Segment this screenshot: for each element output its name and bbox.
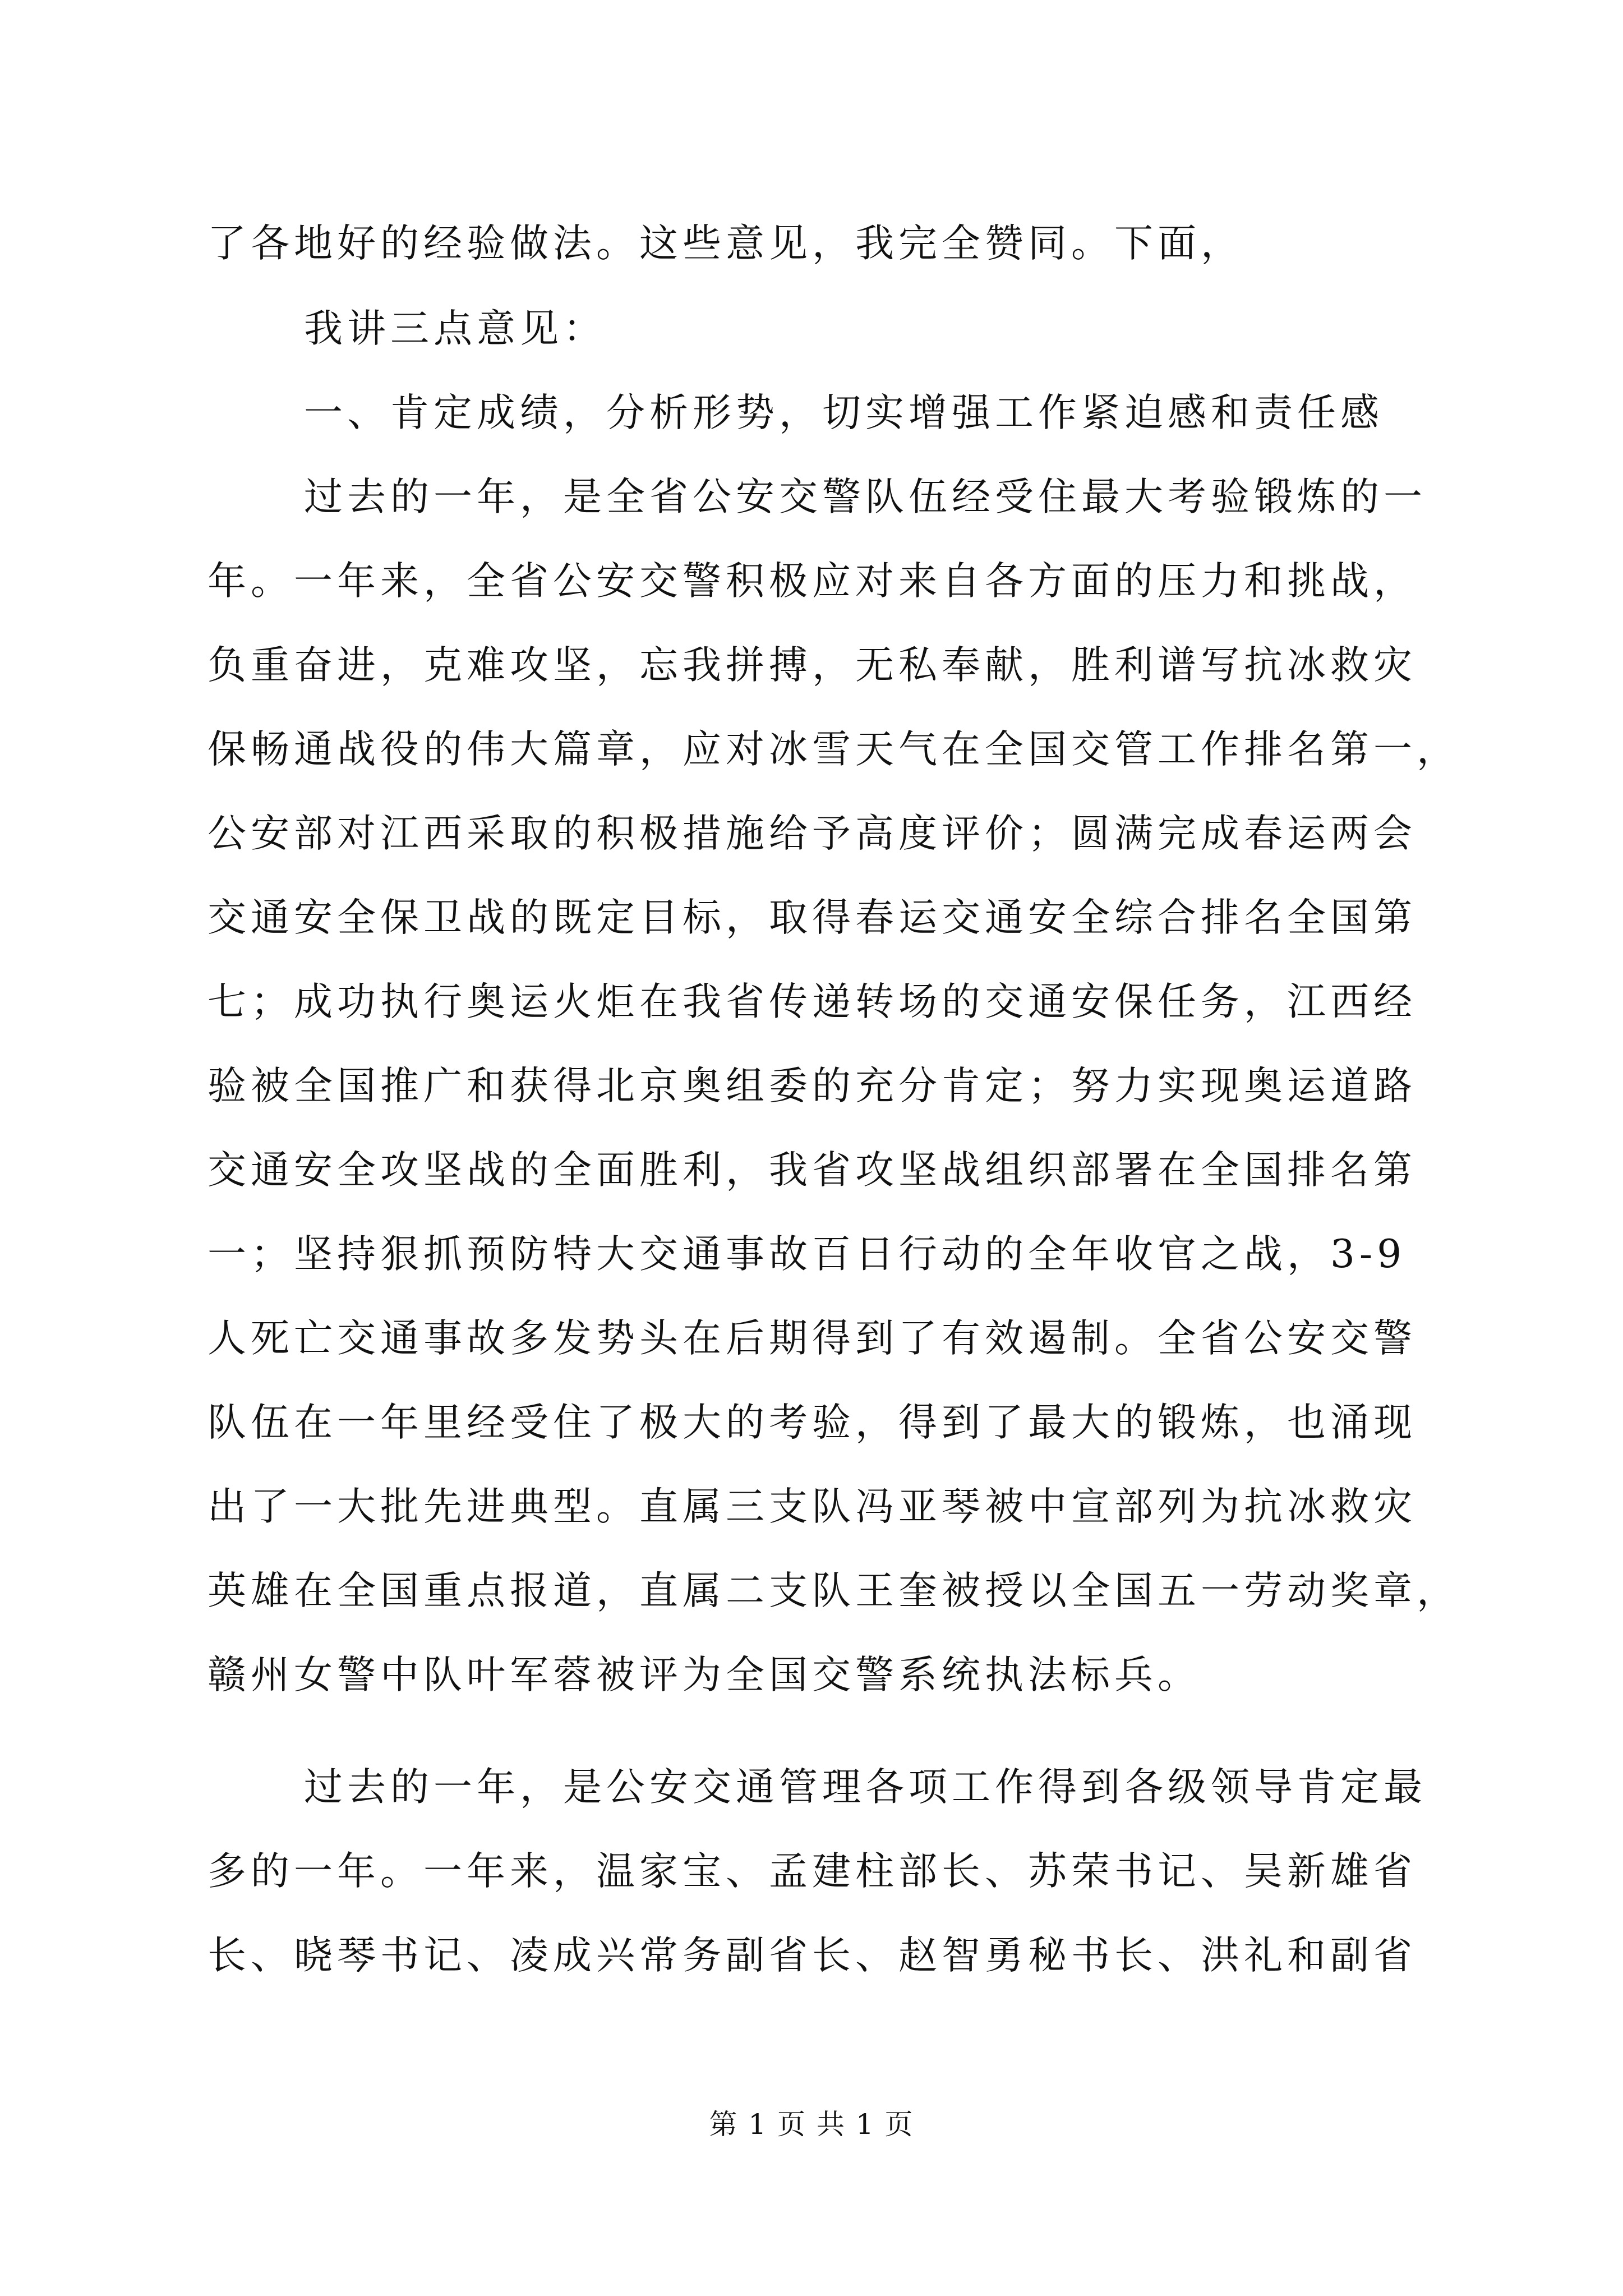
- text-line: 过去的一年，是公安交通管理各项工作得到各级领导肯定最: [304, 1765, 1427, 1810]
- section-heading: 一、肯定成绩，分析形势，切实增强工作紧迫感和责任感: [304, 390, 1384, 435]
- text-line: 过去的一年，是全省公安交警队伍经受住最大考验锻炼的一: [304, 475, 1427, 519]
- text-line: 了各地好的经验做法。这些意见，我完全赞同。下面，: [208, 221, 1244, 266]
- text-line: 保畅通战役的伟大篇章，应对冰雪天气在全国交管工作排名第一，: [208, 727, 1460, 772]
- page-number-label: 第 1 页 共 1 页: [709, 2108, 914, 2141]
- text-line: 交通安全保卫战的既定目标，取得春运交通安全综合排名全国第: [208, 895, 1417, 940]
- text-line: 赣州女警中队叶军蓉被评为全国交警系统执法标兵。: [208, 1653, 1201, 1697]
- text-line: 多的一年。一年来，温家宝、孟建柱部长、苏荣书记、吴新雄省: [208, 1849, 1417, 1894]
- text-line: 交通安全攻坚战的全面胜利，我省攻坚战组织部署在全国排名第: [208, 1148, 1417, 1193]
- text-line: 验被全国推广和获得北京奥组委的充分肯定；努力实现奥运道路: [208, 1064, 1417, 1108]
- text-line: 负重奋进，克难攻坚，忘我拼搏，无私奉献，胜利谱写抗冰救灾: [208, 643, 1417, 688]
- text-line: 英雄在全国重点报道，直属二支队王奎被授以全国五一劳动奖章，: [208, 1568, 1460, 1613]
- text-line: 我讲三点意见：: [304, 306, 606, 351]
- page-footer: [0, 2108, 1623, 2141]
- text-line: 人死亡交通事故多发势头在后期得到了有效遏制。全省公安交警: [208, 1316, 1417, 1361]
- text-line: 公安部对江西采取的积极措施给予高度评价；圆满完成春运两会: [208, 811, 1417, 856]
- text-line: 长、晓琴书记、凌成兴常务副省长、赵智勇秘书长、洪礼和副省: [208, 1933, 1417, 1978]
- text-line: 一；坚持狠抓预防特大交通事故百日行动的全年收官之战，3-9: [208, 1232, 1407, 1277]
- text-line: 出了一大批先进典型。直属三支队冯亚琴被中宣部列为抗冰救灾: [208, 1484, 1417, 1529]
- text-line: 队伍在一年里经受住了极大的考验，得到了最大的锻炼，也涌现: [208, 1400, 1417, 1445]
- text-line: 七；成功执行奥运火炬在我省传递转场的交通安保任务，江西经: [208, 979, 1417, 1024]
- text-line: 年。一年来，全省公安交警积极应对来自各方面的压力和挑战，: [208, 559, 1417, 604]
